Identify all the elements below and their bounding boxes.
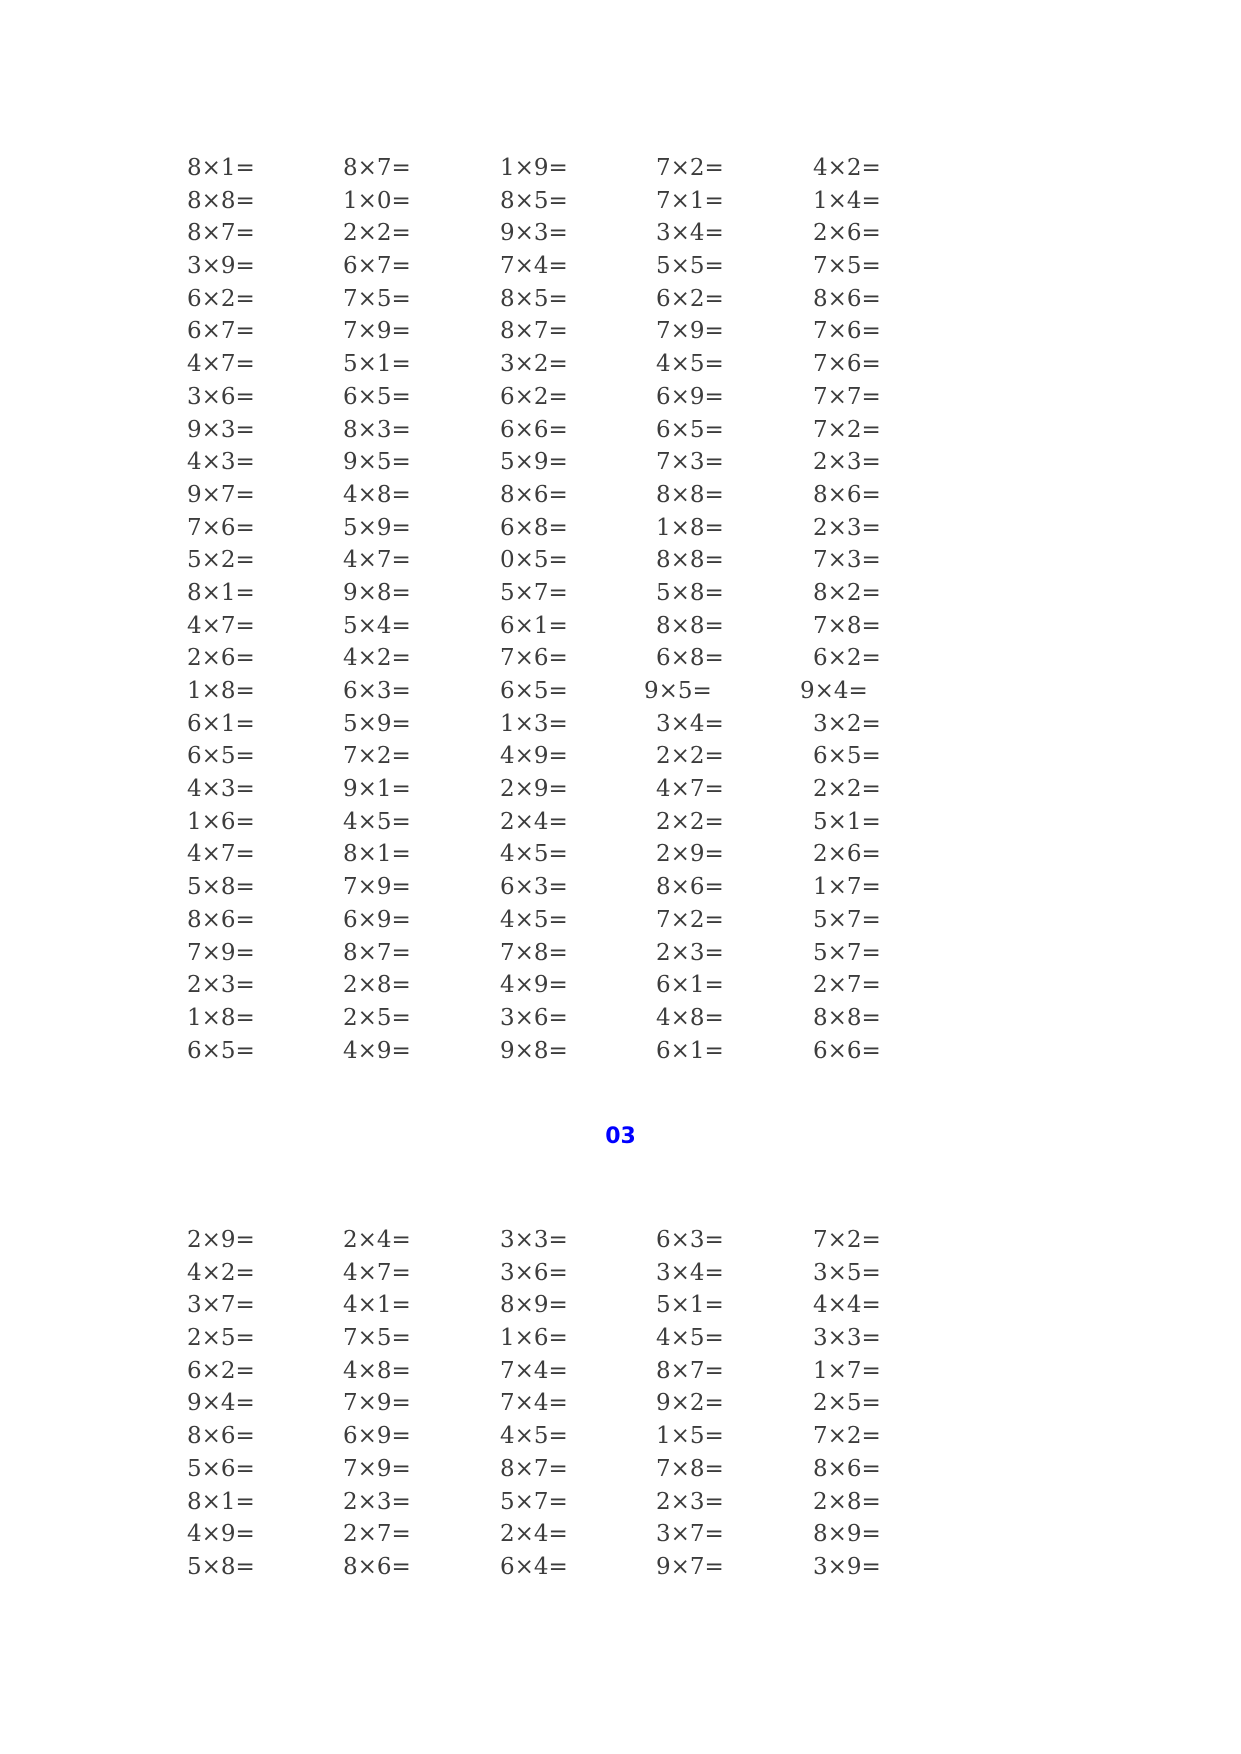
multiplication-problem: 3×5= (813, 1259, 881, 1286)
multiplication-problem: 7×4= (500, 1390, 568, 1417)
multiplication-problem: 2×6= (813, 841, 881, 868)
multiplication-problem: 4×2= (187, 1259, 255, 1286)
multiplication-problem: 8×6= (656, 874, 724, 901)
multiplication-problem: 3×4= (656, 710, 724, 737)
multiplication-problem: 7×2= (813, 1227, 881, 1253)
multiplication-problem: 2×5= (187, 1325, 255, 1352)
multiplication-problem: 7×4= (500, 1357, 568, 1384)
multiplication-problem: 9×5= (343, 449, 411, 476)
multiplication-problem: 5×7= (813, 939, 881, 966)
multiplication-problem: 4×5= (500, 841, 568, 868)
multiplication-problem: 6×2= (656, 285, 724, 312)
problem-row (0, 1486, 1241, 1519)
problem-row (0, 414, 1241, 447)
multiplication-problem: 4×1= (343, 1292, 411, 1319)
problem-row (0, 152, 1241, 185)
problem-row (0, 1322, 1241, 1355)
multiplication-problem: 6×5= (187, 1037, 255, 1064)
multiplication-problem: 9×1= (343, 776, 411, 803)
multiplication-problem: 6×3= (500, 874, 568, 901)
multiplication-problem: 6×2= (813, 645, 881, 672)
multiplication-problem: 4×7= (343, 547, 411, 574)
multiplication-problem: 4×3= (187, 449, 255, 476)
multiplication-problem: 2×9= (656, 841, 724, 868)
multiplication-problem: 8×5= (500, 285, 568, 312)
multiplication-problem: 1×4= (813, 187, 881, 214)
problem-row (0, 1289, 1241, 1322)
multiplication-problem: 6×2= (500, 383, 568, 410)
problem-row (0, 969, 1241, 1002)
multiplication-problem: 8×9= (500, 1292, 568, 1319)
multiplication-problem: 2×2= (656, 743, 724, 770)
multiplication-problem: 5×7= (500, 1488, 568, 1515)
multiplication-problem: 1×8= (656, 514, 724, 541)
problem-row (0, 348, 1241, 381)
multiplication-problem: 7×5= (343, 1325, 411, 1352)
multiplication-problem: 6×5= (187, 743, 255, 770)
multiplication-problem: 6×4= (500, 1553, 568, 1580)
multiplication-problem: 4×9= (500, 743, 568, 770)
multiplication-problem: 6×1= (656, 972, 724, 999)
multiplication-problem: 6×9= (343, 906, 411, 933)
problem-row (0, 577, 1241, 610)
multiplication-problem: 5×9= (500, 449, 568, 476)
multiplication-problem: 3×6= (187, 383, 255, 410)
multiplication-problem: 2×5= (813, 1390, 881, 1417)
multiplication-problem: 6×9= (343, 1423, 411, 1450)
multiplication-problem: 2×9= (500, 776, 568, 803)
multiplication-problem: 3×3= (500, 1227, 568, 1253)
multiplication-problem: 2×7= (813, 972, 881, 999)
multiplication-problem: 7×6= (187, 514, 255, 541)
problem-row (0, 1257, 1241, 1290)
multiplication-problem: 4×8= (343, 1357, 411, 1384)
multiplication-problem: 1×9= (500, 155, 568, 181)
multiplication-problem: 1×8= (187, 678, 255, 704)
multiplication-problem: 5×8= (187, 1553, 255, 1580)
multiplication-problem: 6×7= (187, 318, 255, 345)
multiplication-problem: 7×8= (656, 1455, 724, 1482)
multiplication-problem: 1×7= (813, 874, 881, 901)
problem-grid-top (0, 152, 1241, 1067)
multiplication-problem: 8×7= (500, 318, 568, 345)
multiplication-problem: 8×6= (813, 1455, 881, 1482)
multiplication-problem: 7×2= (813, 1423, 881, 1450)
multiplication-problem: 4×8= (656, 1004, 724, 1031)
multiplication-problem: 4×2= (813, 155, 881, 181)
multiplication-problem: 7×5= (343, 285, 411, 312)
problem-grid-bottom (0, 1224, 1241, 1584)
problem-row (0, 250, 1241, 283)
problem-row (0, 773, 1241, 806)
multiplication-problem: 2×8= (343, 972, 411, 999)
multiplication-problem: 4×5= (500, 1423, 568, 1450)
multiplication-problem: 6×6= (500, 416, 568, 443)
multiplication-problem: 8×7= (343, 155, 411, 181)
multiplication-problem: 9×2= (656, 1390, 724, 1417)
multiplication-problem: 4×4= (813, 1292, 881, 1319)
problem-row (0, 1551, 1241, 1584)
multiplication-problem: 1×0= (343, 187, 411, 214)
problem-row (0, 838, 1241, 871)
problem-row (0, 871, 1241, 904)
multiplication-problem: 7×6= (813, 351, 881, 378)
problem-row (0, 937, 1241, 970)
multiplication-problem: 7×4= (500, 253, 568, 280)
multiplication-problem: 4×7= (187, 351, 255, 378)
problem-row (0, 1453, 1241, 1486)
multiplication-problem: 3×6= (500, 1259, 568, 1286)
multiplication-problem: 7×2= (656, 906, 724, 933)
multiplication-problem: 6×8= (656, 645, 724, 672)
multiplication-problem: 8×6= (343, 1553, 411, 1580)
multiplication-problem: 5×4= (343, 612, 411, 639)
multiplication-problem: 8×6= (187, 906, 255, 933)
multiplication-problem: 5×1= (656, 1292, 724, 1319)
problem-row (0, 544, 1241, 577)
multiplication-problem: 3×4= (656, 1259, 724, 1286)
problem-row (0, 512, 1241, 545)
multiplication-problem: 2×3= (343, 1488, 411, 1515)
multiplication-problem: 9×5= (644, 678, 712, 704)
multiplication-problem: 2×3= (813, 514, 881, 541)
multiplication-problem: 8×7= (656, 1357, 724, 1384)
multiplication-problem: 8×1= (187, 155, 255, 181)
multiplication-problem: 6×7= (343, 253, 411, 280)
multiplication-problem: 8×6= (813, 481, 881, 508)
multiplication-problem: 2×3= (656, 939, 724, 966)
multiplication-problem: 1×3= (500, 710, 568, 737)
multiplication-problem: 4×5= (500, 906, 568, 933)
multiplication-problem: 6×5= (813, 743, 881, 770)
multiplication-problem: 4×5= (656, 1325, 724, 1352)
problem-row (0, 708, 1241, 741)
multiplication-problem: 2×4= (500, 1521, 568, 1548)
multiplication-problem: 8×7= (500, 1455, 568, 1482)
multiplication-problem: 4×2= (343, 645, 411, 672)
multiplication-problem: 4×7= (187, 841, 255, 868)
multiplication-problem: 3×4= (656, 220, 724, 247)
multiplication-problem: 3×2= (813, 710, 881, 737)
multiplication-problem: 4×9= (187, 1521, 255, 1548)
problem-row (0, 642, 1241, 675)
multiplication-problem: 8×6= (813, 285, 881, 312)
multiplication-problem: 9×3= (187, 416, 255, 443)
multiplication-problem: 8×6= (187, 1423, 255, 1450)
multiplication-problem: 6×2= (187, 1357, 255, 1384)
multiplication-problem: 8×2= (813, 579, 881, 606)
problem-row (0, 1035, 1241, 1068)
multiplication-problem: 5×8= (656, 579, 724, 606)
multiplication-problem: 9×4= (187, 1390, 255, 1417)
multiplication-problem: 5×1= (813, 808, 881, 835)
problem-row (0, 740, 1241, 773)
multiplication-problem: 7×2= (656, 155, 724, 181)
multiplication-problem: 2×7= (343, 1521, 411, 1548)
multiplication-problem: 8×1= (187, 579, 255, 606)
multiplication-problem: 4×9= (500, 972, 568, 999)
multiplication-problem: 9×7= (187, 481, 255, 508)
multiplication-problem: 8×1= (187, 1488, 255, 1515)
multiplication-problem: 2×4= (500, 808, 568, 835)
multiplication-problem: 4×7= (343, 1259, 411, 1286)
multiplication-problem: 0×5= (500, 547, 568, 574)
problem-row (0, 315, 1241, 348)
multiplication-problem: 7×9= (343, 1455, 411, 1482)
multiplication-problem: 2×2= (656, 808, 724, 835)
multiplication-problem: 4×5= (656, 351, 724, 378)
multiplication-problem: 8×6= (500, 481, 568, 508)
multiplication-problem: 8×7= (343, 939, 411, 966)
multiplication-problem: 2×3= (656, 1488, 724, 1515)
multiplication-problem: 2×3= (187, 972, 255, 999)
multiplication-problem: 8×8= (656, 481, 724, 508)
multiplication-problem: 4×8= (343, 481, 411, 508)
multiplication-problem: 5×8= (187, 874, 255, 901)
multiplication-problem: 8×7= (187, 220, 255, 247)
multiplication-problem: 5×6= (187, 1455, 255, 1482)
multiplication-problem: 7×9= (343, 1390, 411, 1417)
problem-row (0, 185, 1241, 218)
multiplication-problem: 7×3= (813, 547, 881, 574)
multiplication-problem: 8×5= (500, 187, 568, 214)
multiplication-problem: 4×7= (187, 612, 255, 639)
multiplication-problem: 2×8= (813, 1488, 881, 1515)
multiplication-problem: 9×7= (656, 1553, 724, 1580)
problem-row (0, 1387, 1241, 1420)
multiplication-problem: 2×5= (343, 1004, 411, 1031)
multiplication-problem: 5×7= (813, 906, 881, 933)
multiplication-problem: 6×1= (500, 612, 568, 639)
multiplication-problem: 6×8= (500, 514, 568, 541)
multiplication-problem: 8×8= (187, 187, 255, 214)
multiplication-problem: 2×6= (187, 645, 255, 672)
multiplication-problem: 7×9= (187, 939, 255, 966)
multiplication-problem: 1×8= (187, 1004, 255, 1031)
multiplication-problem: 7×5= (813, 253, 881, 280)
multiplication-problem: 7×1= (656, 187, 724, 214)
multiplication-problem: 4×3= (187, 776, 255, 803)
multiplication-problem: 5×1= (343, 351, 411, 378)
problem-row (0, 806, 1241, 839)
multiplication-problem: 9×8= (343, 579, 411, 606)
problem-row (0, 446, 1241, 479)
multiplication-problem: 8×8= (813, 1004, 881, 1031)
problem-row (0, 381, 1241, 414)
multiplication-problem: 3×3= (813, 1325, 881, 1352)
multiplication-problem: 7×8= (500, 939, 568, 966)
multiplication-problem: 8×1= (343, 841, 411, 868)
problem-row (0, 1518, 1241, 1551)
multiplication-problem: 2×3= (813, 449, 881, 476)
multiplication-problem: 8×9= (813, 1521, 881, 1548)
multiplication-problem: 1×5= (656, 1423, 724, 1450)
multiplication-problem: 2×2= (813, 776, 881, 803)
multiplication-problem: 9×8= (500, 1037, 568, 1064)
multiplication-problem: 2×4= (343, 1227, 411, 1253)
multiplication-problem: 4×7= (656, 776, 724, 803)
multiplication-problem: 7×6= (813, 318, 881, 345)
multiplication-problem: 5×7= (500, 579, 568, 606)
multiplication-problem: 7×2= (343, 743, 411, 770)
multiplication-problem: 8×8= (656, 612, 724, 639)
multiplication-problem: 7×6= (500, 645, 568, 672)
problem-row (0, 675, 1241, 708)
multiplication-problem: 6×3= (656, 1227, 724, 1253)
multiplication-problem: 9×4= (800, 678, 868, 704)
multiplication-problem: 7×8= (813, 612, 881, 639)
multiplication-problem: 7×7= (813, 383, 881, 410)
multiplication-problem: 1×7= (813, 1357, 881, 1384)
multiplication-problem: 7×9= (343, 874, 411, 901)
multiplication-problem: 3×9= (187, 253, 255, 280)
problem-row (0, 904, 1241, 937)
multiplication-problem: 2×9= (187, 1227, 255, 1253)
multiplication-problem: 6×1= (187, 710, 255, 737)
multiplication-problem: 2×2= (343, 220, 411, 247)
problem-row (0, 217, 1241, 250)
multiplication-problem: 3×6= (500, 1004, 568, 1031)
problem-row (0, 479, 1241, 512)
multiplication-problem: 6×5= (500, 678, 568, 704)
multiplication-problem: 3×7= (656, 1521, 724, 1548)
multiplication-problem: 2×6= (813, 220, 881, 247)
problem-row (0, 1002, 1241, 1035)
multiplication-problem: 1×6= (500, 1325, 568, 1352)
problem-row (0, 1420, 1241, 1453)
problem-row (0, 283, 1241, 316)
multiplication-problem: 7×9= (656, 318, 724, 345)
problem-row (0, 1355, 1241, 1388)
multiplication-problem: 6×3= (343, 678, 411, 704)
multiplication-problem: 1×6= (187, 808, 255, 835)
multiplication-problem: 4×5= (343, 808, 411, 835)
multiplication-problem: 6×2= (187, 285, 255, 312)
multiplication-problem: 3×7= (187, 1292, 255, 1319)
multiplication-problem: 5×9= (343, 514, 411, 541)
multiplication-problem: 6×1= (656, 1037, 724, 1064)
problem-row (0, 1224, 1241, 1257)
multiplication-problem: 6×9= (656, 383, 724, 410)
multiplication-problem: 7×9= (343, 318, 411, 345)
multiplication-problem: 4×9= (343, 1037, 411, 1064)
multiplication-problem: 7×2= (813, 416, 881, 443)
multiplication-problem: 3×2= (500, 351, 568, 378)
multiplication-problem: 5×9= (343, 710, 411, 737)
problem-row (0, 610, 1241, 643)
multiplication-problem: 8×3= (343, 416, 411, 443)
multiplication-problem: 3×9= (813, 1553, 881, 1580)
multiplication-problem: 6×5= (343, 383, 411, 410)
multiplication-problem: 6×5= (656, 416, 724, 443)
multiplication-problem: 8×8= (656, 547, 724, 574)
multiplication-problem: 6×6= (813, 1037, 881, 1064)
multiplication-problem: 5×5= (656, 253, 724, 280)
section-number: 03 (605, 1124, 636, 1149)
multiplication-problem: 5×2= (187, 547, 255, 574)
multiplication-problem: 9×3= (500, 220, 568, 247)
multiplication-problem: 7×3= (656, 449, 724, 476)
